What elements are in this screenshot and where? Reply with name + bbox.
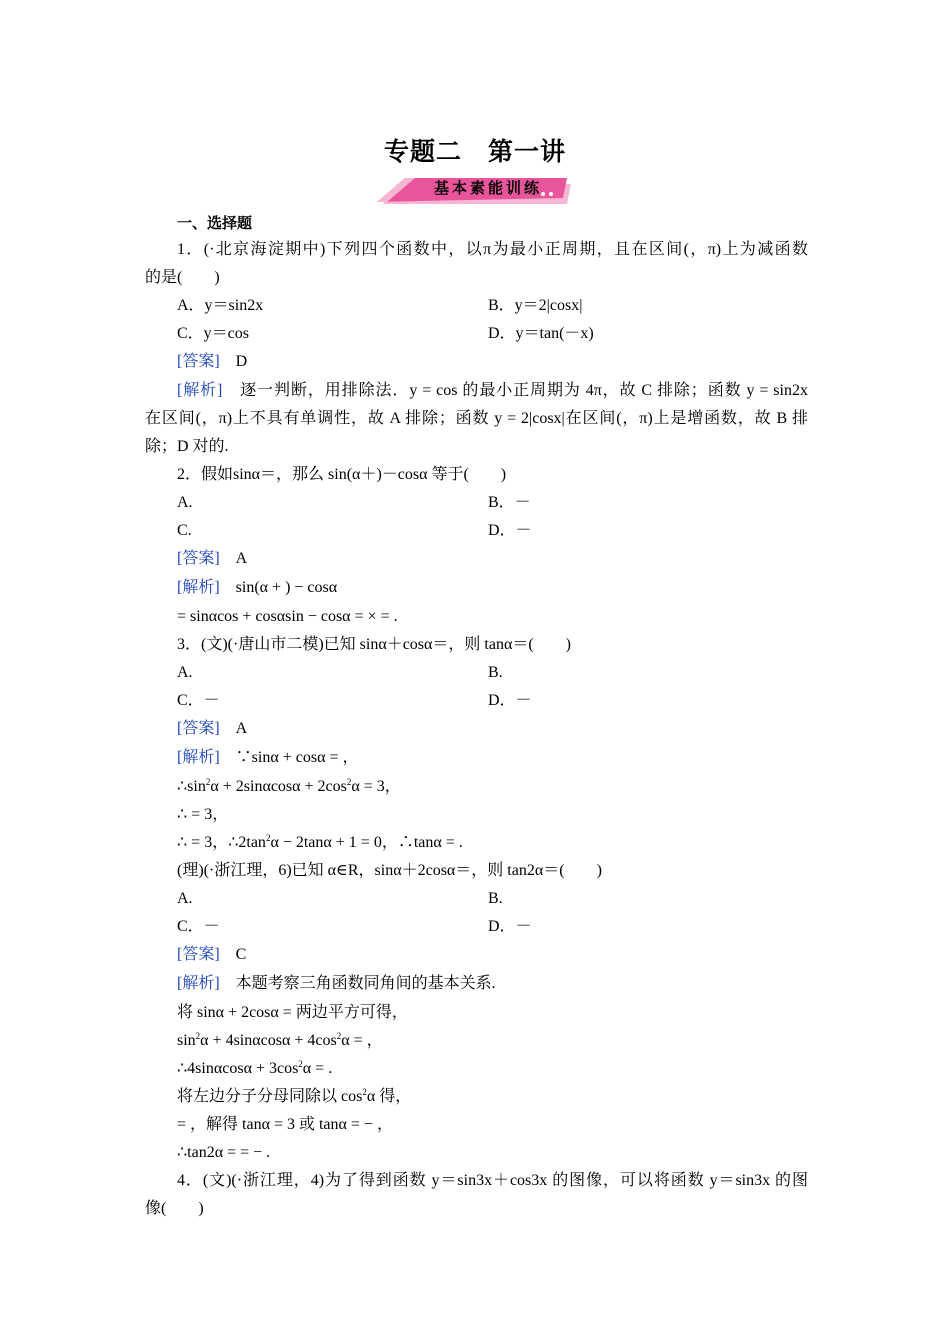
text-line-q2an1 [177,578,337,598]
line-text: 2．假如sinα＝，那么 sin(α＋)－cosα 等于( ) [177,466,507,483]
text-line-q3an2 [177,777,401,797]
text-line-q3bC [177,917,220,937]
line-text: $\therefore\sin^2\alpha + 2\sin\alpha\cos\alpha + 2\cos^2\alpha = 3$， [177,777,401,795]
text-line-q1C [177,324,249,344]
text-line-q3A [177,663,193,683]
section-heading: 一、选择题 [177,216,253,232]
line-text: C [219,946,247,963]
line-text: 1．(·北京海淀期中)下列四个函数中，以π为最小正周期，且在区间(，π)上为减函数 [177,241,808,258]
line-text: B. [488,890,503,907]
text-line-q3an1 [177,748,359,768]
answer-tag: [解析] [177,579,220,596]
text-line-q3ban3 [177,1031,383,1051]
text-line-q1A [177,296,263,316]
line-text: A. [177,664,193,681]
line-text: A [219,720,248,737]
text-line-q3an4 [177,833,463,853]
line-text: C．y＝cos [177,325,250,342]
line-text: 逐一判断，用排除法．y = cos 的最小正周期为 4π，故 C 排除；函数 y = sin2x [222,382,808,399]
text-line-q3ban4 [177,1059,332,1079]
section-banner [375,176,575,206]
text-line-q3bB [488,889,503,909]
text-line-q2ans [177,549,247,569]
text-line-q3bA [177,889,193,909]
text-line-q3bD [488,917,532,937]
text-line-q3D [488,691,532,711]
text-line-q2D [488,521,532,541]
text-line-q2B [488,493,531,513]
line-text: $\sin^2\alpha + 4\sin\alpha\cos\alpha + 4\cos^2\alpha$ = ， [177,1031,383,1049]
line-text: D [219,353,248,370]
line-text: 将左边分子分母同除以 $\cos^2\alpha$ 得， [177,1087,412,1105]
text-line-q3 [177,635,571,655]
line-text: 3．(文)(·唐山市二模)已知 sinα＋cosα＝，则 tanα＝( ) [177,636,571,653]
line-text: B．y＝2|cosx| [488,297,583,314]
text-line-q1an1 [177,381,808,401]
line-text: = ，解得 tanα = 3 或 tanα = − ， [177,1116,393,1133]
answer-tag: [解析] [177,749,220,766]
line-text: D．－ [488,918,532,935]
line-text: D．－ [488,522,532,539]
text-line-q2an2 [177,607,398,627]
line-text: 本题考察三角函数同角间的基本关系. [219,975,496,992]
text-line-q1b [145,268,220,288]
text-line-q3b [177,861,602,881]
text-line-q1B [488,296,582,316]
line-text: D．－ [488,692,532,709]
answer-tag: [答案] [177,550,220,567]
line-text: A．y＝sin2x [177,297,264,314]
line-text: B. [488,664,503,681]
text-line-q3ans [177,719,247,739]
line-text: C．－ [177,918,220,935]
text-line-q3ban2 [177,1003,408,1023]
text-line-q3bans [177,945,246,965]
banner-label: 基本素能训练 [433,181,542,197]
line-text: C. [177,522,192,539]
text-line-q2 [177,465,506,485]
answer-tag: [答案] [177,720,220,737]
answer-tag: [解析] [177,382,223,399]
text-line-q1an3 [145,437,229,457]
answer-tag: [答案] [177,946,220,963]
text-line-q3ban7 [177,1143,270,1163]
line-text: ∵sinα + cosα = ， [219,749,359,766]
page-title: 专题二 第一讲 [383,139,566,166]
text-line-q3ban6 [177,1115,393,1135]
answer-tag: [答案] [177,353,220,370]
line-text: sin(α + ) − cosα [219,579,338,596]
line-text: ∴tan2α = = − . [177,1144,271,1161]
line-text: 在区间(，π)上不具有单调性，故 A 排除；函数 y = 2|cosx|在区间(，π)上是增函数，故 B 排 [145,410,808,427]
line-text: D．y＝tan(－x) [488,325,594,342]
text-line-q1ans [177,352,247,372]
text-line-q1a [177,240,808,260]
line-text: 的是( ) [145,269,220,286]
line-text: ∴ = 3， [177,806,229,823]
line-text: A [219,550,248,567]
text-line-q1D [488,324,594,344]
line-text: 将 sinα + 2cosα = 两边平方可得， [177,1004,408,1021]
line-text: A. [177,494,193,511]
line-text: (理)(·浙江理，6)已知 α∈R，sinα＋2cosα＝，则 tan2α＝( ) [177,862,602,879]
line-text: 除；D 对的. [145,438,229,455]
text-line-q3B [488,663,503,683]
line-text: ∴ = 3，$\therefore 2\tan^2\alpha - 2\tan\alpha + 1 = 0$，∴tanα = . [177,833,463,851]
text-line-q3ban1 [177,974,496,994]
text-line-q2C [177,521,192,541]
text-line-q2A [177,493,193,513]
answer-tag: [解析] [177,975,220,992]
text-line-q1an2 [145,409,808,429]
line-text: B．－ [488,494,531,511]
text-line-q3C [177,691,220,711]
line-text: A. [177,890,193,907]
text-line-q4b [145,1199,204,1219]
line-text: ∴4sinαcosα + $3\cos^2\alpha$ = . [177,1059,333,1077]
text-line-q3an3 [177,805,228,825]
text-line-q4a [177,1171,808,1191]
line-text: C．－ [177,692,220,709]
text-line-q3ban5 [177,1087,411,1107]
line-text: = sinαcos + cosαsin − cosα = × = . [177,608,398,625]
line-text: 像( ) [145,1200,204,1217]
line-text: 4．(文)(·浙江理，4)为了得到函数 y＝sin3x＋cos3x 的图像，可以将函数 y＝sin3x 的图 [177,1172,808,1189]
